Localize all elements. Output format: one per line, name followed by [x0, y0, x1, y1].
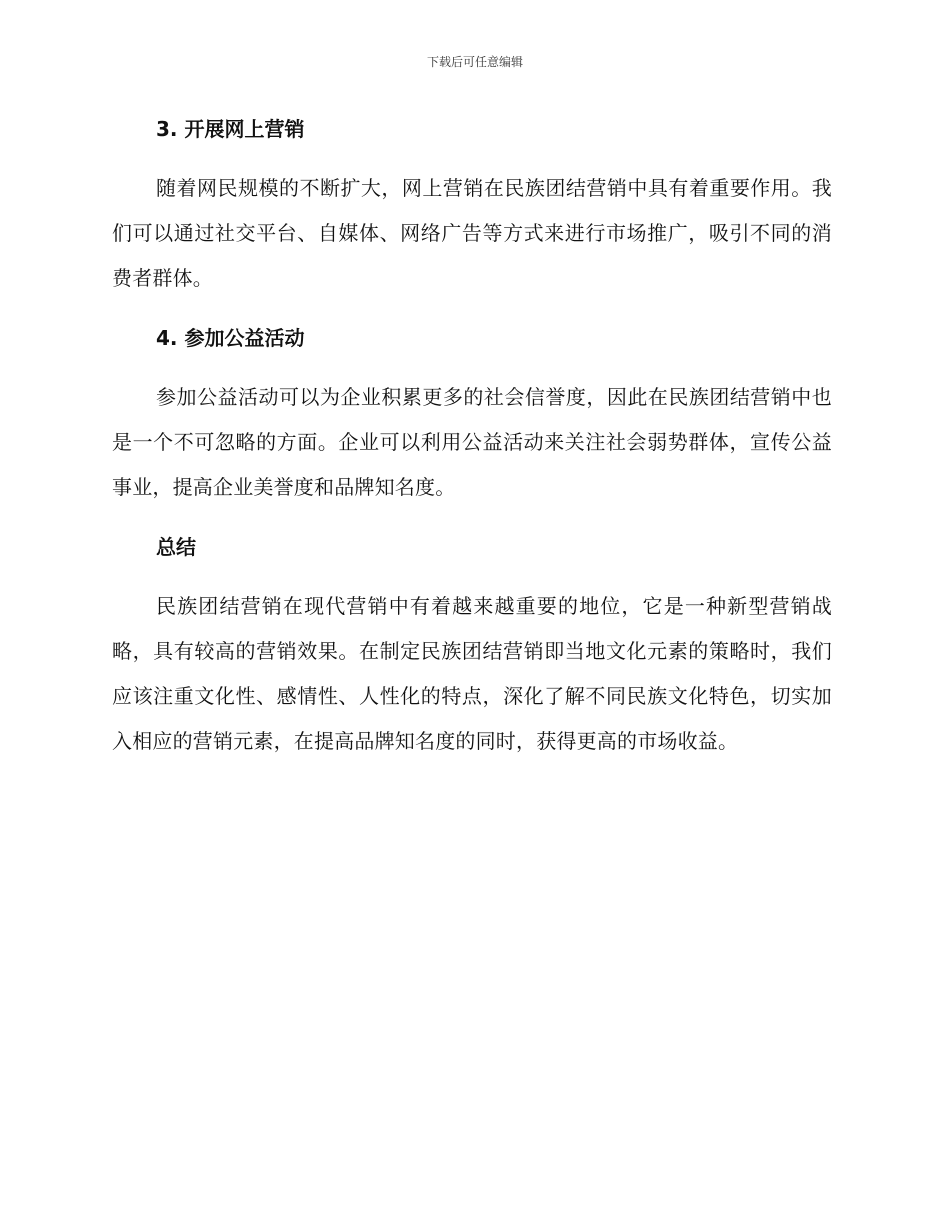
paragraph-summary: 民族团结营销在现代营销中有着越来越重要的地位，它是一种新型营销战略，具有较高的营销效果。在制定民族团结营销即当地文化元素的策略时，我们应该注重文化性、感情性、人性化的特点，深化了解不同民族文化特色，切实加入相应的营销元素，在提高品牌知名度的同时，获得更高的市场收益。 — [112, 594, 832, 753]
document-body — [112, 112, 832, 764]
paragraph-online-marketing: 随着网民规模的不断扩大，网上营销在民族团结营销中具有着重要作用。我们可以通过社交平台、自媒体、网络广告等方式来进行市场推广，吸引不同的消费者群体。 — [112, 176, 832, 290]
paragraph-public-welfare: 参加公益活动可以为企业积累更多的社会信誉度，因此在民族团结营销中也是一个不可忽略的方面。企业可以利用公益活动来关注社会弱势群体，宣传公益事业，提高企业美誉度和品牌知名度。 — [112, 385, 832, 499]
section-heading-summary: 总结 — [156, 535, 196, 559]
section-heading-online-marketing: 3. 开展网上营销 — [156, 117, 305, 141]
page-header-note: 下载后可任意编辑 — [426, 55, 523, 69]
section-heading-public-welfare: 4. 参加公益活动 — [156, 326, 305, 350]
